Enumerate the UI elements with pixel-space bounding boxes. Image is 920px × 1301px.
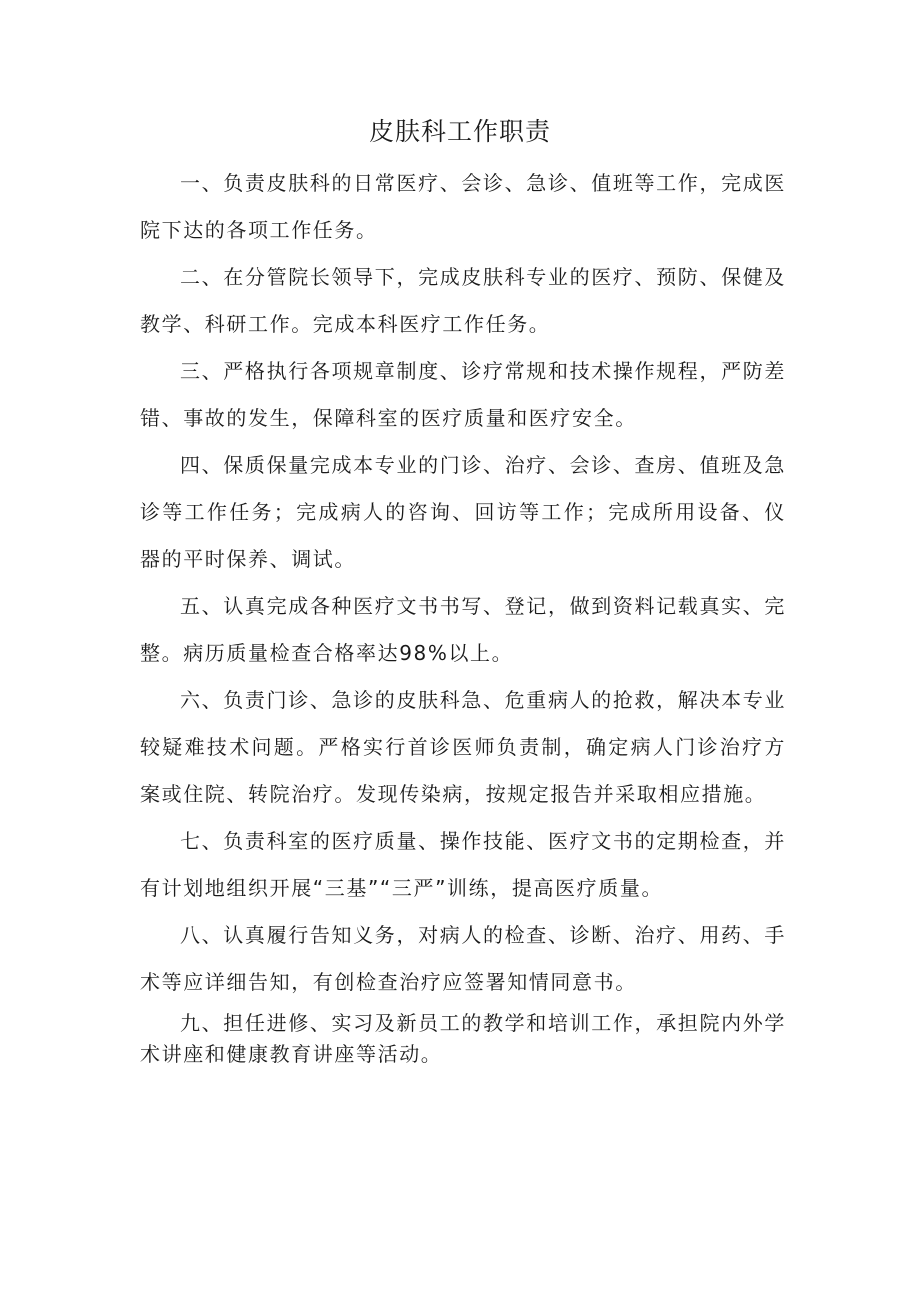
duty-paragraph-6: 六、负责门诊、急诊的皮肤科急、危重病人的抢救，解决本专业较疑难技术问题。严格实行首诊医师负责制，确定病人门诊治疗方案或住院、转院治疗。发现传染病，按规定报告并采取相应措施。 (140, 688, 786, 806)
document-title: 皮肤科工作职责 (368, 117, 551, 146)
duty-paragraph-4: 四、保质保量完成本专业的门诊、治疗、会诊、查房、值班及急诊等工作任务；完成病人的咨询、回访等工作；完成所用设备、仪器的平时保养、调试。 (140, 453, 786, 571)
document-body (140, 160, 786, 1070)
duty-paragraph-2: 二、在分管院长领导下，完成皮肤科专业的医疗、预防、保健及教学、科研工作。完成本科医疗工作任务。 (140, 265, 786, 336)
duty-paragraph-9: 九、担任进修、实习及新员工的教学和培训工作，承担院内外学术讲座和健康教育讲座等活动。 (140, 1011, 786, 1066)
duty-paragraph-5: 五、认真完成各种医疗文书书写、登记，做到资料记载真实、完整。病历质量检查合格率达98%以上。 (140, 594, 786, 665)
duty-paragraph-1: 一、负责皮肤科的日常医疗、会诊、急诊、值班等工作，完成医院下达的各项工作任务。 (140, 171, 786, 242)
duty-paragraph-8: 八、认真履行告知义务，对病人的检查、诊断、治疗、用药、手术等应详细告知，有创检查治疗应签署知情同意书。 (140, 923, 786, 994)
duty-paragraph-7: 七、负责科室的医疗质量、操作技能、医疗文书的定期检查，并有计划地组织开展“三基”“三严”训练，提高医疗质量。 (140, 829, 786, 900)
duty-paragraph-3: 三、严格执行各项规章制度、诊疗常规和技术操作规程，严防差错、事故的发生，保障科室的医疗质量和医疗安全。 (140, 359, 786, 430)
